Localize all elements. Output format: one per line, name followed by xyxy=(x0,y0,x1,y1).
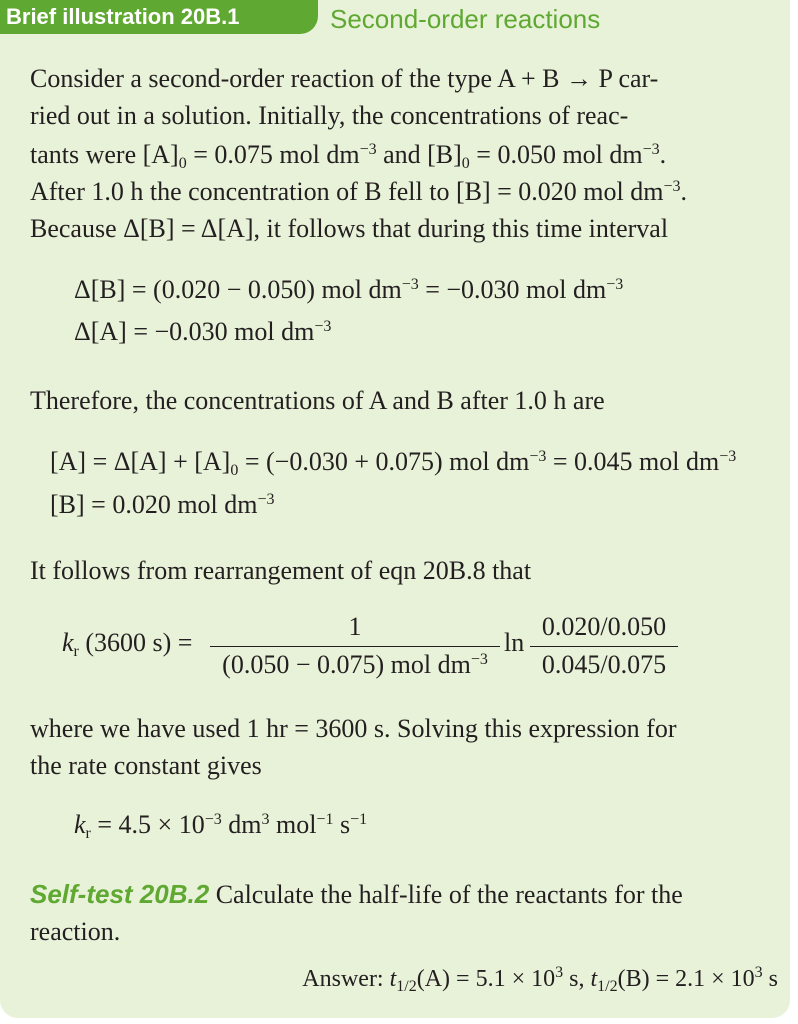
self-test-line-2: reaction. xyxy=(30,917,121,946)
illustration-label-tab: Brief illustration 20B.1 xyxy=(0,0,318,34)
ln-operator: ln xyxy=(504,628,525,657)
where-line-2: the rate constant gives xyxy=(30,751,262,780)
equation-rate-constant: $k_r = 4.5 \times 10^{-3}$ $dm^3$ mol$^{-1}$ $s^{-1}$ xyxy=(74,810,368,842)
follows-line: It follows from rearrangement of eqn 20B.8 that xyxy=(30,556,532,585)
self-test-line-1: Self-test 20B.2 Calculate the half-life of the reactants for the xyxy=(30,879,683,909)
fraction-1-bar xyxy=(210,646,500,647)
fraction-2-numerator: 0.020/0.050 xyxy=(541,612,667,641)
illustration-title: Second-order reactions xyxy=(330,4,601,34)
intro-line-2: ried out in a solution. Initially, the concentrations of reac- xyxy=(30,101,629,130)
intro-line-1: Consider a second-order reaction of the type A + B → P car- xyxy=(30,64,659,93)
therefore-line: Therefore, the concentrations of A and B after 1.0 h are xyxy=(30,386,605,415)
self-test-answer: Answer: $t_{1/2}(A) = 5.1 \times 10^3$ s, $t_{1/2}(B) = 2.1 \times 10^3$ s xyxy=(302,964,778,995)
where-line-1: where we have used 1 hr = 3600 s. Solving this expression for xyxy=(30,714,677,743)
intro-line-3: tants were $[A]_0 = 0.075$ mol $dm^{-3}$ and $[B]_0 = 0.050$ mol $dm^{-3}$. xyxy=(30,140,667,172)
fraction-2-denominator: 0.045/0.075 xyxy=(541,650,667,679)
equation-conc-b: [B] = 0.020 mol $dm^{-3}$ xyxy=(50,490,275,519)
equation-delta-b: Δ[B] = (0.020 − 0.050) mol $dm^{-3} = -0.030$ mol $dm^{-3}$ xyxy=(74,275,624,304)
fraction-1-denominator: (0.050 − 0.075) mol $dm^{-3}$ xyxy=(222,650,488,679)
intro-line-5: Because Δ[B] = Δ[A], it follows that during this time interval xyxy=(30,214,669,243)
fraction-1-numerator: 1 xyxy=(348,612,362,641)
equation-delta-a: Δ[A] = −0.030 mol $dm^{-3}$ xyxy=(74,317,332,346)
intro-line-4: After 1.0 h the concentration of B fell to [B] = 0.020 mol $dm^{-3}$. xyxy=(30,177,688,206)
equation-conc-a: $[A] = \Delta[A] + [A]_0 = (-0.030 + 0.075)$ mol $dm^{-3} = 0.045$ mol $dm^{-3}$ xyxy=(50,447,737,479)
fraction-2-bar xyxy=(530,646,678,647)
self-test-label: Self-test 20B.2 xyxy=(30,879,210,909)
equation-rate-lhs: $k_r$ (3600 s) = xyxy=(62,628,193,660)
